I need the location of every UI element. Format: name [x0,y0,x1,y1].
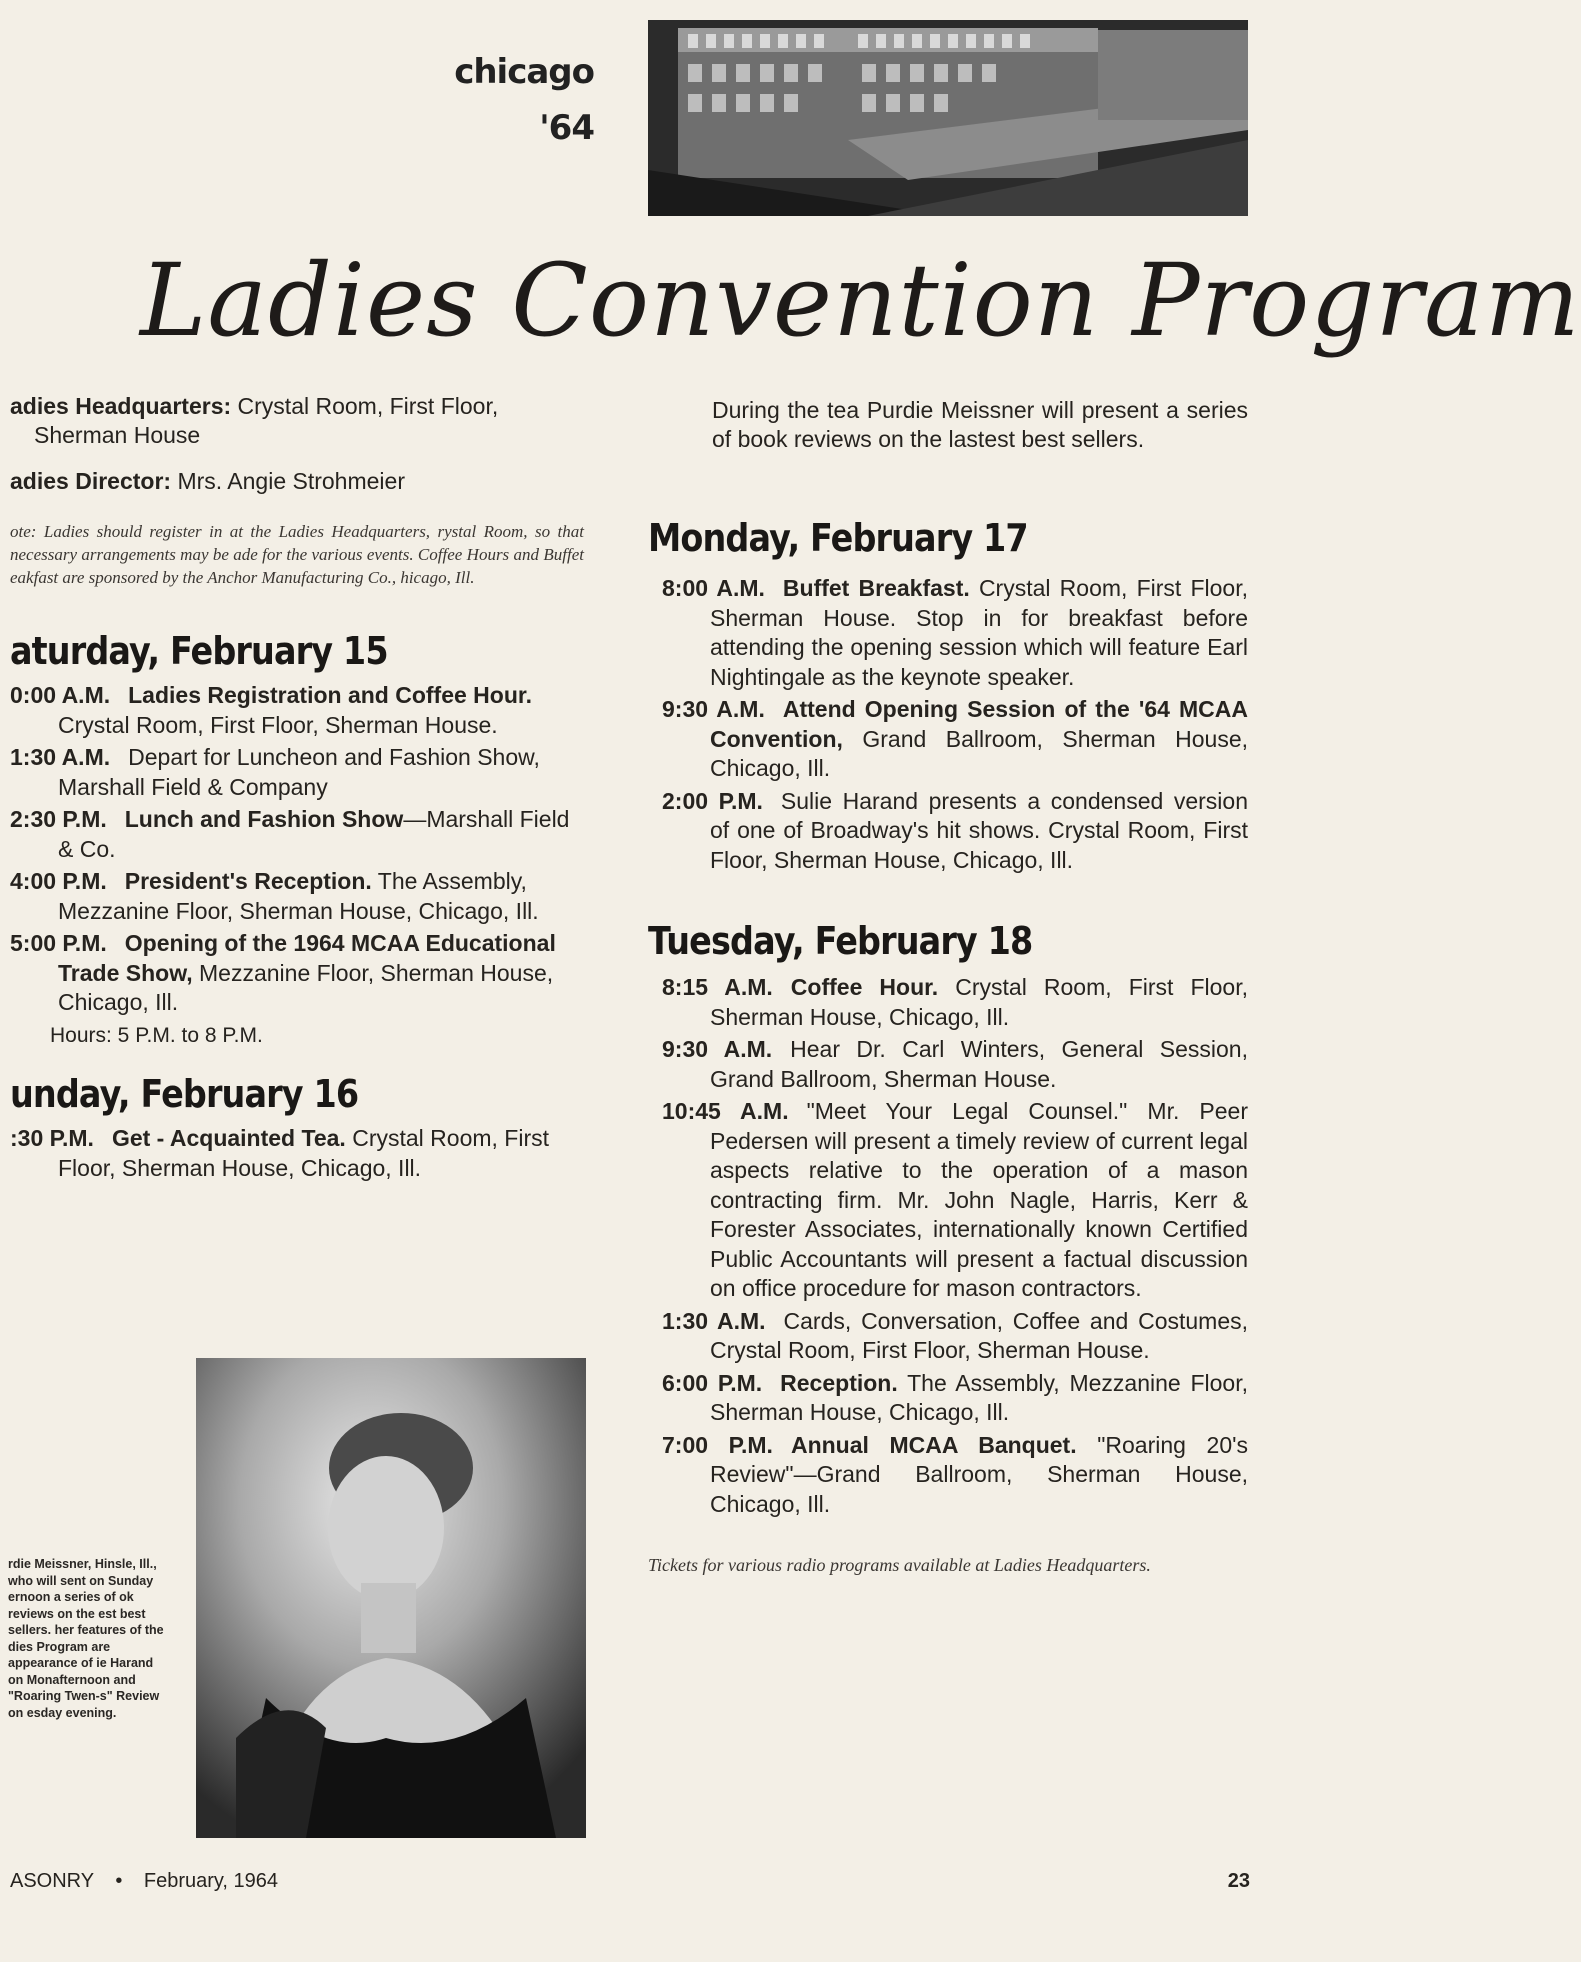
page-number: 23 [1227,1870,1250,1892]
publication-name: ASONRY [10,1870,94,1892]
schedule-entry [10,805,590,864]
entry-detail: "Meet Your Legal Counsel." Mr. Peer Pedersen will present a timely review of current legal aspects relative to the operation of a mason contracting firm. Mr. John Nagle, Harris, Kerr & Forester Associates, internationally known Certified Public Accountants will present a factual discussion on office procedure for mason contractors. [710,1098,1248,1301]
footer-bullet: • [115,1870,123,1892]
entry-time: 9:30 A.M. [662,696,765,722]
headquarters-label: adies Headquarters: [10,393,232,419]
entry-time: 2:30 P.M. [10,806,107,832]
entry-event: President's Reception. [124,868,372,894]
schedule-entry [662,1035,1248,1094]
entry-detail: Mezzanine Floor, Sherman House, Chicago, Ill. [58,959,554,1015]
entry-time: 7:00 P.M. [662,1431,773,1458]
entry-detail: —Marshall Field & Co. [58,806,570,862]
sunday-schedule [10,1124,590,1183]
schedule-entry [662,973,1248,1032]
entry-event: Lunch and Fashion Show [124,806,404,832]
director-label: adies Director: [10,468,172,494]
entry-detail: Grand Ballroom, Sherman House, Chicago, Ill. [710,725,1249,781]
entry-time: 1:30 A.M. [662,1307,766,1334]
schedule-entry [10,1124,590,1183]
schedule-entry [662,574,1248,692]
page-title: Ladies Convention Program [140,242,1581,359]
sunday-heading: unday, February 16 [10,1072,359,1116]
entry-time: 9:30 A.M. [662,1036,773,1062]
radio-note: Tickets for various radio programs available at Ladies Headquarters. [648,1555,1151,1575]
entry-time: 6:00 P.M. [662,1369,763,1396]
director-value: Mrs. Angie Strohmeier [177,468,405,494]
entry-detail: Crystal Room, First Floor, Sherman House, Chicago, Ill. [58,1125,550,1181]
building-photo [648,20,1248,216]
entry-time: 8:15 A.M. [662,974,773,1000]
entry-time: 4:00 P.M. [10,868,107,894]
entry-detail: Hear Dr. Carl Winters, General Session, Grand Ballroom, Sherman House. [710,1036,1248,1092]
schedule-entry [662,1431,1248,1520]
director-line [10,467,590,496]
tuesday-heading: Tuesday, February 18 [648,919,1033,963]
entry-event: Ladies Registration and Coffee Hour. [128,682,532,708]
entry-detail: Sulie Harand presents a condensed version of one of Broadway's hit shows. Crystal Room, First Floor, Sherman House, Chicago, Ill. [710,787,1248,873]
monday-heading: Monday, February 17 [648,516,1028,560]
entry-detail: "Roaring 20's Review"—Grand Ballroom, Sherman House, Chicago, Ill. [710,1431,1249,1517]
photo-caption-visible: rdie Meissner, Hinsle, Ill., who will sent on Sunday ernoon a series of ok reviews on the est best sellers. her features of the dies Program are appearance of ie Harand on Monafternoon and "Roaring Twen-s" Review on esday evening. [8,1557,164,1720]
headquarters-value: Crystal Room, First Floor, Sherman House [34,393,499,448]
schedule-entry [662,695,1248,784]
entry-event: Coffee Hour. [790,974,939,1000]
entry-event: Buffet Breakfast. [782,575,970,601]
headquarters-line [10,392,590,450]
portrait-photo [196,1358,586,1838]
tea-note: During the tea Purdie Meissner will present a series of book reviews on the lastest best sellers. [712,397,1248,452]
show-hours: Hours: 5 P.M. to 8 P.M. [50,1023,263,1047]
entry-detail: Crystal Room, First Floor, Sherman House. Stop in for breakfast before attending the opening session which will feature Earl Nightingale as the keynote speaker. [710,575,1249,690]
entry-time: 2:00 P.M. [662,787,763,814]
schedule-entry [662,1097,1248,1304]
schedule-entry [10,743,590,802]
schedule-entry [662,787,1248,876]
entry-detail: Depart for Luncheon and Fashion Show, Marshall Field & Company [58,744,540,800]
right-column [648,396,1248,1595]
portrait-image [196,1358,586,1838]
schedule-entry [662,1369,1248,1428]
saturday-heading: aturday, February 15 [10,629,388,673]
building-image [648,20,1248,216]
schedule-entry [10,929,590,1018]
left-column [10,392,590,1186]
entry-detail: Crystal Room, First Floor, Sherman House, Chicago, Ill. [710,974,1248,1030]
schedule-entry [662,1307,1248,1366]
schedule-entry [10,867,590,926]
masthead-year: '64 [539,108,594,148]
entry-event: Reception. [780,1369,898,1396]
monday-schedule [648,574,1248,875]
entry-detail: Crystal Room, First Floor, Sherman House. [58,711,498,738]
masthead-city: chicago [454,52,594,92]
entry-event: Annual MCAA Banquet. [790,1431,1077,1458]
entry-time: :30 P.M. [10,1125,94,1151]
entry-time: 5:00 P.M. [10,930,107,956]
saturday-schedule [10,681,590,1050]
entry-time: 0:00 A.M. [10,682,111,708]
entry-time: 8:00 A.M. [662,575,765,601]
schedule-entry [10,681,590,740]
issue-date: February, 1964 [143,1870,279,1892]
entry-detail: The Assembly, Mezzanine Floor, Sherman House, Chicago, Ill. [58,868,539,924]
entry-event: Opening of the 1964 MCAA Educational Trade Show, [58,930,556,986]
page-footer [10,1870,1250,1900]
registration-note: ote: Ladies should register in at the Ladies Headquarters, rystal Room, so that necessary arrangements may be ade for the various events. Coffee Hours and Buffet eakfast are sponsored by the Anchor Manufacturing Co., hicago, Ill. [10,522,584,587]
entry-time: 1:30 A.M. [10,744,111,770]
entry-event: Get - Acquainted Tea. [111,1125,346,1151]
entry-detail: The Assembly, Mezzanine Floor, Sherman House, Chicago, Ill. [710,1369,1248,1425]
entry-detail: Cards, Conversation, Coffee and Costumes, Crystal Room, First Floor, Sherman House. [710,1307,1249,1363]
entry-time: 10:45 A.M. [662,1098,789,1124]
tuesday-schedule [648,973,1248,1519]
entry-event: Attend Opening Session of the '64 MCAA Convention, [710,696,1248,752]
